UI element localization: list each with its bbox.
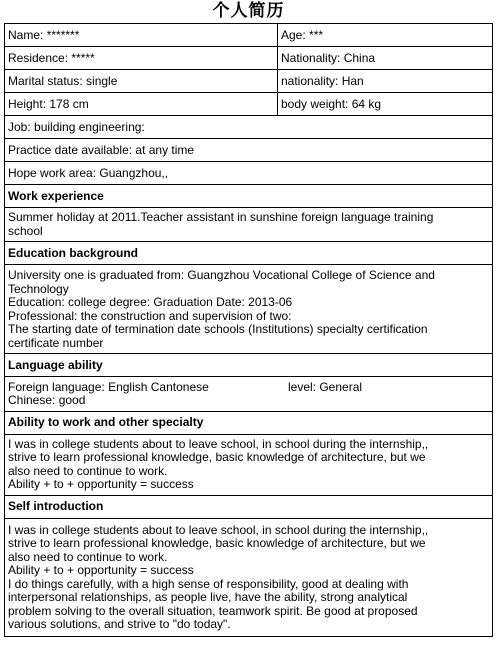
height-cell: Height: 178 cm bbox=[5, 93, 278, 116]
text-line: Technology bbox=[8, 281, 69, 296]
text-line: strive to learn professional knowledge, basic knowledge of architecture, but we bbox=[8, 536, 426, 550]
education-heading: Education background bbox=[5, 242, 493, 265]
job-cell: Job: building engineering: bbox=[5, 116, 493, 139]
chinese-language: Chinese: good bbox=[8, 393, 86, 407]
text-line: school bbox=[8, 223, 43, 238]
marital-status-cell: Marital status: single bbox=[5, 70, 278, 93]
text-line: problem solving to the overall situation, teamwork spirit. Be good at proposed bbox=[8, 603, 418, 618]
work-experience-heading: Work experience bbox=[5, 185, 493, 208]
text-line: Ability + to + opportunity = success bbox=[8, 477, 194, 491]
age-cell: Age: *** bbox=[278, 24, 493, 47]
table-row bbox=[5, 354, 493, 377]
text-line: I was in college students about to leave school, in school during the internship,, bbox=[8, 436, 429, 451]
ethnicity-cell: nationality: Han bbox=[278, 70, 493, 93]
text-line: I was in college students about to leave school, in school during the internship,, bbox=[8, 522, 429, 537]
weight-cell: body weight: 64 kg bbox=[278, 93, 493, 116]
practice-date-cell: Practice date available: at any time bbox=[5, 139, 493, 162]
table-row bbox=[5, 411, 493, 434]
foreign-language: Foreign language: English Cantonese bbox=[8, 380, 209, 394]
table-row bbox=[5, 93, 493, 116]
residence-cell: Residence: ***** bbox=[5, 47, 278, 70]
text-line: I do things carefully, with a high sense of responsibility, good at dealing with bbox=[8, 576, 409, 591]
table-row bbox=[5, 24, 493, 47]
language-level: level: General bbox=[288, 380, 363, 394]
work-experience-body bbox=[5, 208, 493, 242]
nationality-cell: Nationality: China bbox=[278, 47, 493, 70]
text-line: interpersonal relationships, as people live, have the ability, strong analytical bbox=[8, 590, 408, 604]
text-line: Summer holiday at 2011.Teacher assistant in sunshine foreign language training bbox=[8, 210, 434, 224]
table-row bbox=[5, 518, 493, 636]
text-line: University one is graduated from: Guangzhou Vocational College of Science and bbox=[8, 268, 435, 282]
text-line: strive to learn professional knowledge, basic knowledge of architecture, but we bbox=[8, 450, 426, 464]
table-row bbox=[5, 208, 493, 242]
ability-heading: Ability to work and other specialty bbox=[5, 411, 493, 434]
language-body bbox=[5, 377, 493, 412]
education-body bbox=[5, 265, 493, 354]
table-row bbox=[5, 116, 493, 139]
name-cell: Name: ******* bbox=[5, 24, 278, 47]
table-row bbox=[5, 495, 493, 518]
self-intro-body bbox=[5, 518, 493, 636]
language-heading: Language ability bbox=[5, 354, 493, 377]
text-line: Professional: the construction and supervision of two: bbox=[8, 308, 292, 323]
text-line: also need to continue to work. bbox=[8, 463, 168, 478]
page-title: 个人简历 bbox=[212, 1, 285, 21]
text-line: also need to continue to work. bbox=[8, 549, 168, 564]
table-row bbox=[5, 162, 493, 185]
table-row bbox=[5, 139, 493, 162]
table-row bbox=[5, 434, 493, 495]
ability-body bbox=[5, 434, 493, 495]
text-line: various solutions, and strive to "do today". bbox=[8, 617, 231, 631]
table-row bbox=[5, 70, 493, 93]
text-line: The starting date of termination date schools (Institutions) specialty certification bbox=[8, 322, 428, 336]
text-line: Education: college degree: Graduation Date: 2013-06 bbox=[8, 295, 293, 309]
text-line: Ability + to + opportunity = success bbox=[8, 563, 194, 577]
table-row bbox=[5, 242, 493, 265]
text-line: certificate number bbox=[8, 335, 104, 350]
self-intro-heading: Self introduction bbox=[5, 495, 493, 518]
table-row bbox=[5, 185, 493, 208]
table-row bbox=[5, 265, 493, 354]
table-row bbox=[5, 377, 493, 412]
hope-work-area-cell: Hope work area: Guangzhou,, bbox=[5, 162, 493, 185]
resume-table bbox=[4, 23, 493, 637]
table-row bbox=[5, 47, 493, 70]
